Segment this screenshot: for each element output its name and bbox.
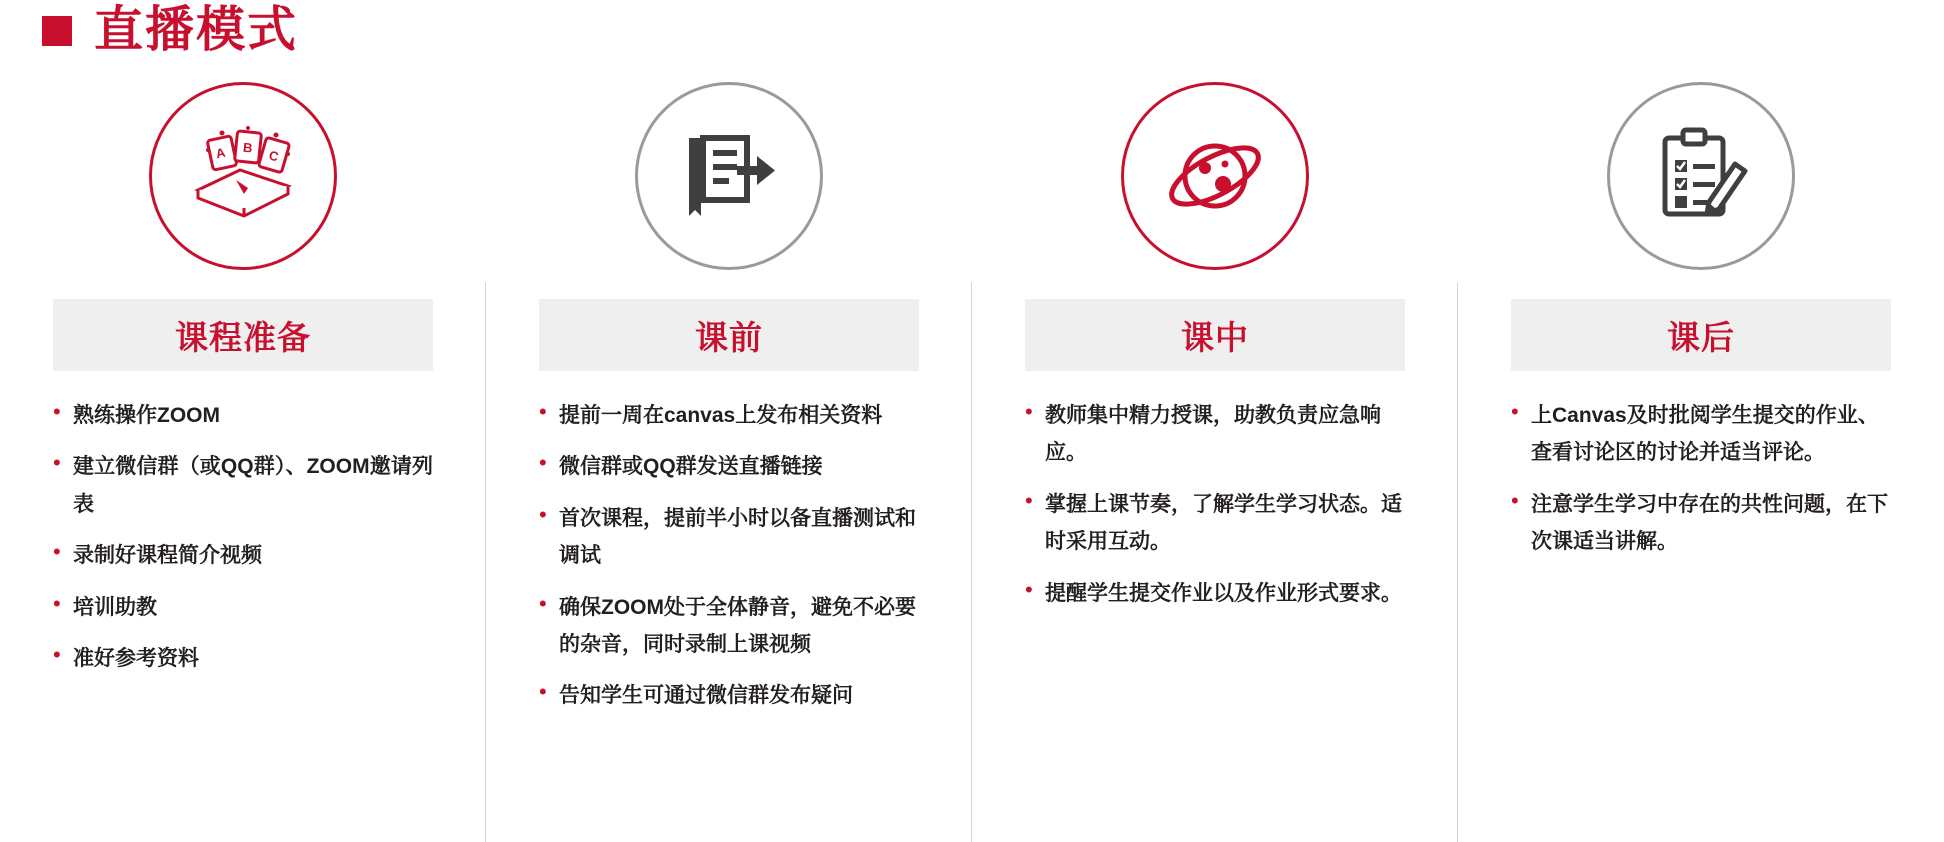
list-item-text: 提醒学生提交作业以及作业形式要求。 xyxy=(1045,581,1402,605)
list-item xyxy=(53,397,433,434)
planet-orbit-icon xyxy=(1161,126,1269,226)
list-item-text: 熟练操作ZOOM xyxy=(73,404,220,427)
list-item-text: 建立微信群（或QQ群）、ZOOM邀请列表 xyxy=(73,455,433,516)
bullet-dot-icon: • xyxy=(1025,576,1033,602)
list-item xyxy=(53,448,433,523)
column-heading-3: 课中 xyxy=(1181,318,1249,356)
svg-text:B: B xyxy=(242,139,254,156)
bullet-list-1 xyxy=(53,397,433,691)
list-item xyxy=(539,397,919,434)
list-item xyxy=(1025,397,1405,472)
list-item xyxy=(1025,575,1405,612)
list-item xyxy=(1511,397,1891,472)
list-item xyxy=(1025,486,1405,561)
icon-circle-2 xyxy=(635,82,823,270)
column-heading-band-2 xyxy=(539,299,919,371)
list-item-text: 教师集中精力授课，助教负责应急响应。 xyxy=(1045,404,1381,465)
column-heading-4: 课后 xyxy=(1667,318,1735,356)
list-item-text: 录制好课程简介视频 xyxy=(73,544,262,568)
page-title-text: 直播模式 xyxy=(94,3,299,57)
bullet-dot-icon: • xyxy=(1511,487,1519,513)
bullet-dot-icon: • xyxy=(53,641,61,667)
list-item xyxy=(53,589,433,626)
bullet-dot-icon: • xyxy=(53,450,61,476)
list-item-text: 提前一周在canvas上发布相关资料 xyxy=(559,404,883,427)
bullet-dot-icon: • xyxy=(1511,399,1519,424)
list-item xyxy=(539,677,919,714)
column-before-class xyxy=(486,60,972,729)
column-heading-band-3 xyxy=(1025,299,1405,371)
icon-circle-4 xyxy=(1607,82,1795,270)
columns-container xyxy=(0,60,1944,729)
bullet-list-3 xyxy=(1025,397,1405,626)
list-item-text: 微信群或QQ群发送直播链接 xyxy=(559,455,823,479)
list-item xyxy=(53,537,433,574)
list-item xyxy=(539,589,919,664)
svg-text:A: A xyxy=(214,144,227,162)
bullet-dot-icon: • xyxy=(53,539,61,565)
list-item-text: 掌握上课节奏，了解学生学习状态。适时采用互动。 xyxy=(1045,492,1402,554)
bullet-dot-icon: • xyxy=(539,501,547,527)
list-item xyxy=(539,448,919,485)
icon-circle-1 xyxy=(149,82,337,270)
page-title xyxy=(42,3,299,57)
bullet-list-4 xyxy=(1511,397,1891,575)
list-item-text: 确保ZOOM处于全体静音，避免不必要的杂音，同时录制上课视频 xyxy=(559,595,916,656)
flash-cards-icon xyxy=(188,124,298,228)
column-heading-band-4 xyxy=(1511,299,1891,371)
list-item xyxy=(1511,486,1891,561)
title-bullet-icon xyxy=(42,16,72,46)
column-after-class xyxy=(1458,60,1944,729)
bullet-dot-icon: • xyxy=(1025,487,1033,513)
column-heading-band-1 xyxy=(53,299,433,371)
icon-circle-3 xyxy=(1121,82,1309,270)
column-heading-1: 课程准备 xyxy=(175,318,311,356)
list-item-text: 首次课程，提前半小时以备直播测试和调试 xyxy=(559,506,916,568)
list-item-text: 培训助教 xyxy=(73,595,157,619)
list-item-text: 注意学生学习中存在的共性问题，在下次课适当讲解。 xyxy=(1531,492,1888,554)
bullet-dot-icon: • xyxy=(53,399,61,424)
column-heading-2: 课前 xyxy=(695,318,763,356)
clipboard-checklist-pen-icon xyxy=(1649,124,1753,228)
publish-document-arrow-icon xyxy=(675,126,783,226)
list-item-text: 上Canvas及时批阅学生提交的作业、查看讨论区的讨论并适当评论。 xyxy=(1531,404,1879,465)
column-during-class xyxy=(972,60,1458,729)
bullet-dot-icon: • xyxy=(539,450,547,476)
bullet-dot-icon: • xyxy=(539,679,547,705)
list-item-text: 准好参考资料 xyxy=(73,646,199,670)
bullet-dot-icon: • xyxy=(1025,399,1033,424)
bullet-dot-icon: • xyxy=(539,399,547,424)
bullet-dot-icon: • xyxy=(539,590,547,616)
list-item-text: 告知学生可通过微信群发布疑问 xyxy=(559,684,853,708)
bullet-dot-icon: • xyxy=(53,590,61,616)
svg-text:C: C xyxy=(267,147,281,165)
column-course-preparation xyxy=(0,60,486,729)
list-item xyxy=(539,500,919,575)
bullet-list-2 xyxy=(539,397,919,729)
list-item xyxy=(53,640,433,677)
